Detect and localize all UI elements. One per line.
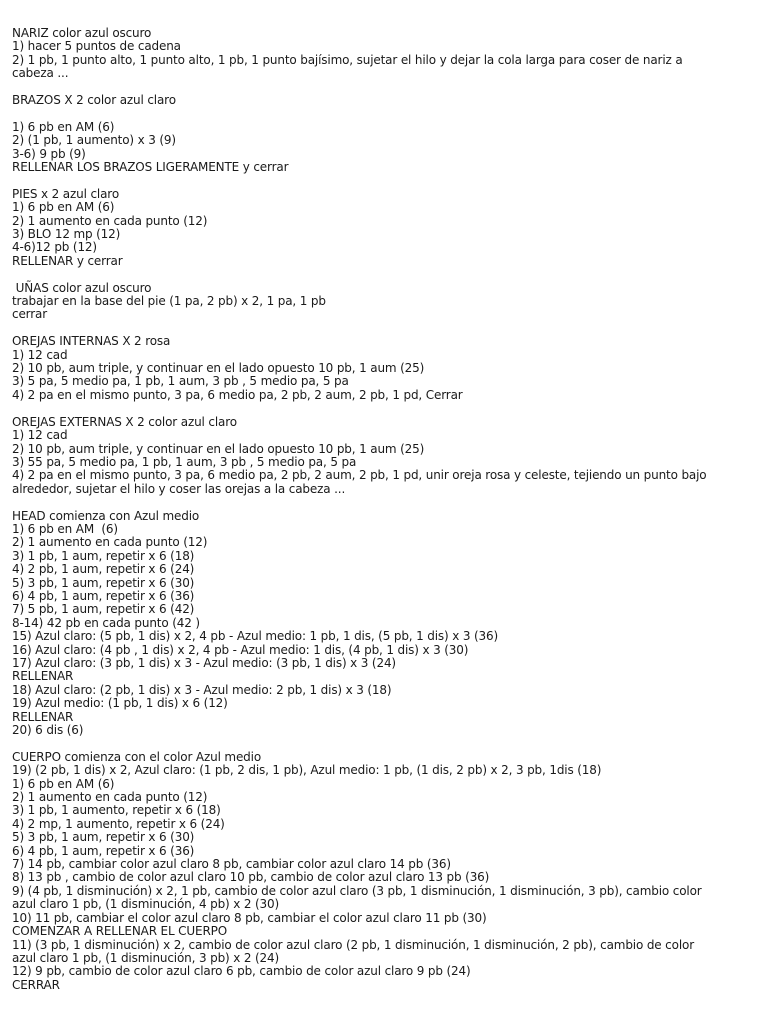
text-line: 10) 11 pb, cambiar el color azul claro 8 pb, cambiar el color azul claro 11 pb (30): [12, 910, 487, 925]
pattern-document: [12, 27, 747, 992]
blank-line: [12, 737, 747, 750]
text-line: 4-6)12 pb (12): [12, 240, 97, 255]
text-line: alrededor, sujetar el hilo y coser las orejas a la cabeza ...: [12, 481, 346, 496]
text-line: CERRAR: [12, 977, 60, 992]
text-line: NARIZ color azul oscuro: [12, 26, 152, 40]
text-line: 20) 6 dis (6): [12, 723, 84, 738]
text-line: 3-6) 9 pb (9): [12, 146, 86, 161]
blank-line: [12, 174, 747, 187]
blank-line: [12, 496, 747, 509]
text-line: 19) (2 pb, 1 dis) x 2, Azul claro: (1 pb, 2 dis, 1 pb), Azul medio: 1 pb, (1 dis, 2 pb) x 2, 3 pb, 1dis (18): [12, 763, 602, 778]
text-line: CUERPO comienza con el color Azul medio: [12, 749, 262, 764]
text-line: RELLENAR LOS BRAZOS LIGERAMENTE y cerrar: [12, 160, 289, 175]
text-line: 3) 1 pb, 1 aum, repetir x 6 (18): [12, 548, 195, 563]
text-line: 1) 12 cad: [12, 347, 68, 362]
text-line: 4) 2 pb, 1 aum, repetir x 6 (24): [12, 562, 195, 577]
text-line: HEAD comienza con Azul medio: [12, 508, 200, 523]
text-line: 1) 6 pb en AM (6): [12, 521, 118, 536]
text-line: 1) 6 pb en AM (6): [12, 119, 115, 134]
text-line: 5) 3 pb, 1 aum, repetir x 6 (30): [12, 830, 195, 845]
text-line: RELLENAR: [12, 669, 74, 684]
blank-line: [12, 81, 747, 94]
text-line: 2) 1 aumento en cada punto (12): [12, 790, 208, 805]
text-line: 1) hacer 5 puntos de cadena: [12, 39, 181, 54]
text-line: OREJAS INTERNAS X 2 rosa: [12, 334, 171, 349]
text-line: 2) 1 aumento en cada punto (12): [12, 535, 208, 550]
text-line: 3) 55 pa, 5 medio pa, 1 pb, 1 aum, 3 pb , 5 medio pa, 5 pa: [12, 454, 357, 469]
text-line: RELLENAR: [12, 709, 74, 724]
text-line: 6) 4 pb, 1 aum, repetir x 6 (36): [12, 588, 195, 603]
text-line: 7) 5 pb, 1 aum, repetir x 6 (42): [12, 602, 195, 617]
blank-line: [12, 268, 747, 281]
text-line: 6) 4 pb, 1 aum, repetir x 6 (36): [12, 843, 195, 858]
blank-line: [12, 322, 747, 335]
text-line: azul claro 1 pb, (1 disminución, 3 pb) x 2 (24): [12, 950, 280, 965]
text-line: trabajar en la base del pie (1 pa, 2 pb) x 2, 1 pa, 1 pb: [12, 294, 326, 309]
blank-line: [12, 402, 747, 415]
text-line: azul claro 1 pb, (1 disminución, 4 pb) x 2 (30): [12, 897, 280, 912]
text-line: 8-14) 42 pb en cada punto (42 ): [12, 615, 200, 630]
text-line: 12) 9 pb, cambio de color azul claro 6 pb, cambio de color azul claro 9 pb (24): [12, 964, 471, 979]
text-line: 17) Azul claro: (3 pb, 1 dis) x 3 - Azul medio: (3 pb, 1 dis) x 3 (24): [12, 655, 396, 670]
text-line: 9) (4 pb, 1 disminución) x 2, 1 pb, cambio de color azul claro (3 pb, 1 disminución, 1 disminución, 3 pb), cambio color: [12, 883, 702, 898]
text-line: RELLENAR y cerrar: [12, 253, 123, 268]
text-line: 4) 2 mp, 1 aumento, repetir x 6 (24): [12, 816, 225, 831]
text-line: UÑAS color azul oscuro: [12, 280, 152, 295]
text-line: 2) 1 pb, 1 punto alto, 1 punto alto, 1 pb, 1 punto bajísimo, sujetar el hilo y dejar la cola larga para coser de nariz a: [12, 52, 683, 67]
text-line: 16) Azul claro: (4 pb , 1 dis) x 2, 4 pb - Azul medio: 1 dis, (4 pb, 1 dis) x 3 (30): [12, 642, 469, 657]
text-line: BRAZOS X 2 color azul claro: [12, 93, 176, 108]
text-line: 11) (3 pb, 1 disminución) x 2, cambio de color azul claro (2 pb, 1 disminución, 1 disminución, 2 pb), cambio de color: [12, 937, 694, 952]
text-line: 2) (1 pb, 1 aumento) x 3 (9): [12, 133, 176, 148]
text-line: OREJAS EXTERNAS X 2 color azul claro: [12, 414, 237, 429]
text-line: COMENZAR A RELLENAR EL CUERPO: [12, 924, 228, 939]
text-line: 3) 1 pb, 1 aumento, repetir x 6 (18): [12, 803, 221, 818]
text-line: 3) BLO 12 mp (12): [12, 227, 121, 242]
text-line: cerrar: [12, 307, 48, 322]
text-line: 2) 1 aumento en cada punto (12): [12, 213, 208, 228]
text-line: PIES x 2 azul claro: [12, 186, 120, 201]
text-line: 2) 10 pb, aum triple, y continuar en el lado opuesto 10 pb, 1 aum (25): [12, 441, 425, 456]
text-line: 2) 10 pb, aum triple, y continuar en el lado opuesto 10 pb, 1 aum (25): [12, 361, 425, 376]
text-line: 5) 3 pb, 1 aum, repetir x 6 (30): [12, 575, 195, 590]
text-line: 3) 5 pa, 5 medio pa, 1 pb, 1 aum, 3 pb , 5 medio pa, 5 pa: [12, 374, 349, 389]
text-line: 1) 6 pb en AM (6): [12, 200, 115, 215]
text-line: 18) Azul claro: (2 pb, 1 dis) x 3 - Azul medio: 2 pb, 1 dis) x 3 (18): [12, 682, 392, 697]
text-line: 4) 2 pa en el mismo punto, 3 pa, 6 medio pa, 2 pb, 2 aum, 2 pb, 1 pd, Cerrar: [12, 387, 463, 402]
text-line: 4) 2 pa en el mismo punto, 3 pa, 6 medio pa, 2 pb, 2 aum, 2 pb, 1 pd, unir oreja rosa y celeste, tejiendo un punto bajo: [12, 468, 707, 483]
text-line: 15) Azul claro: (5 pb, 1 dis) x 2, 4 pb - Azul medio: 1 pb, 1 dis, (5 pb, 1 dis) x 3 (36): [12, 629, 499, 644]
text-line: cabeza ...: [12, 66, 69, 81]
text-line: 7) 14 pb, cambiar color azul claro 8 pb, cambiar color azul claro 14 pb (36): [12, 857, 451, 872]
blank-line: [12, 107, 747, 120]
text-line: 1) 6 pb en AM (6): [12, 776, 115, 791]
text-line: 19) Azul medio: (1 pb, 1 dis) x 6 (12): [12, 696, 228, 711]
text-line: 1) 12 cad: [12, 428, 68, 443]
text-line: 8) 13 pb , cambio de color azul claro 10 pb, cambio de color azul claro 13 pb (36): [12, 870, 490, 885]
